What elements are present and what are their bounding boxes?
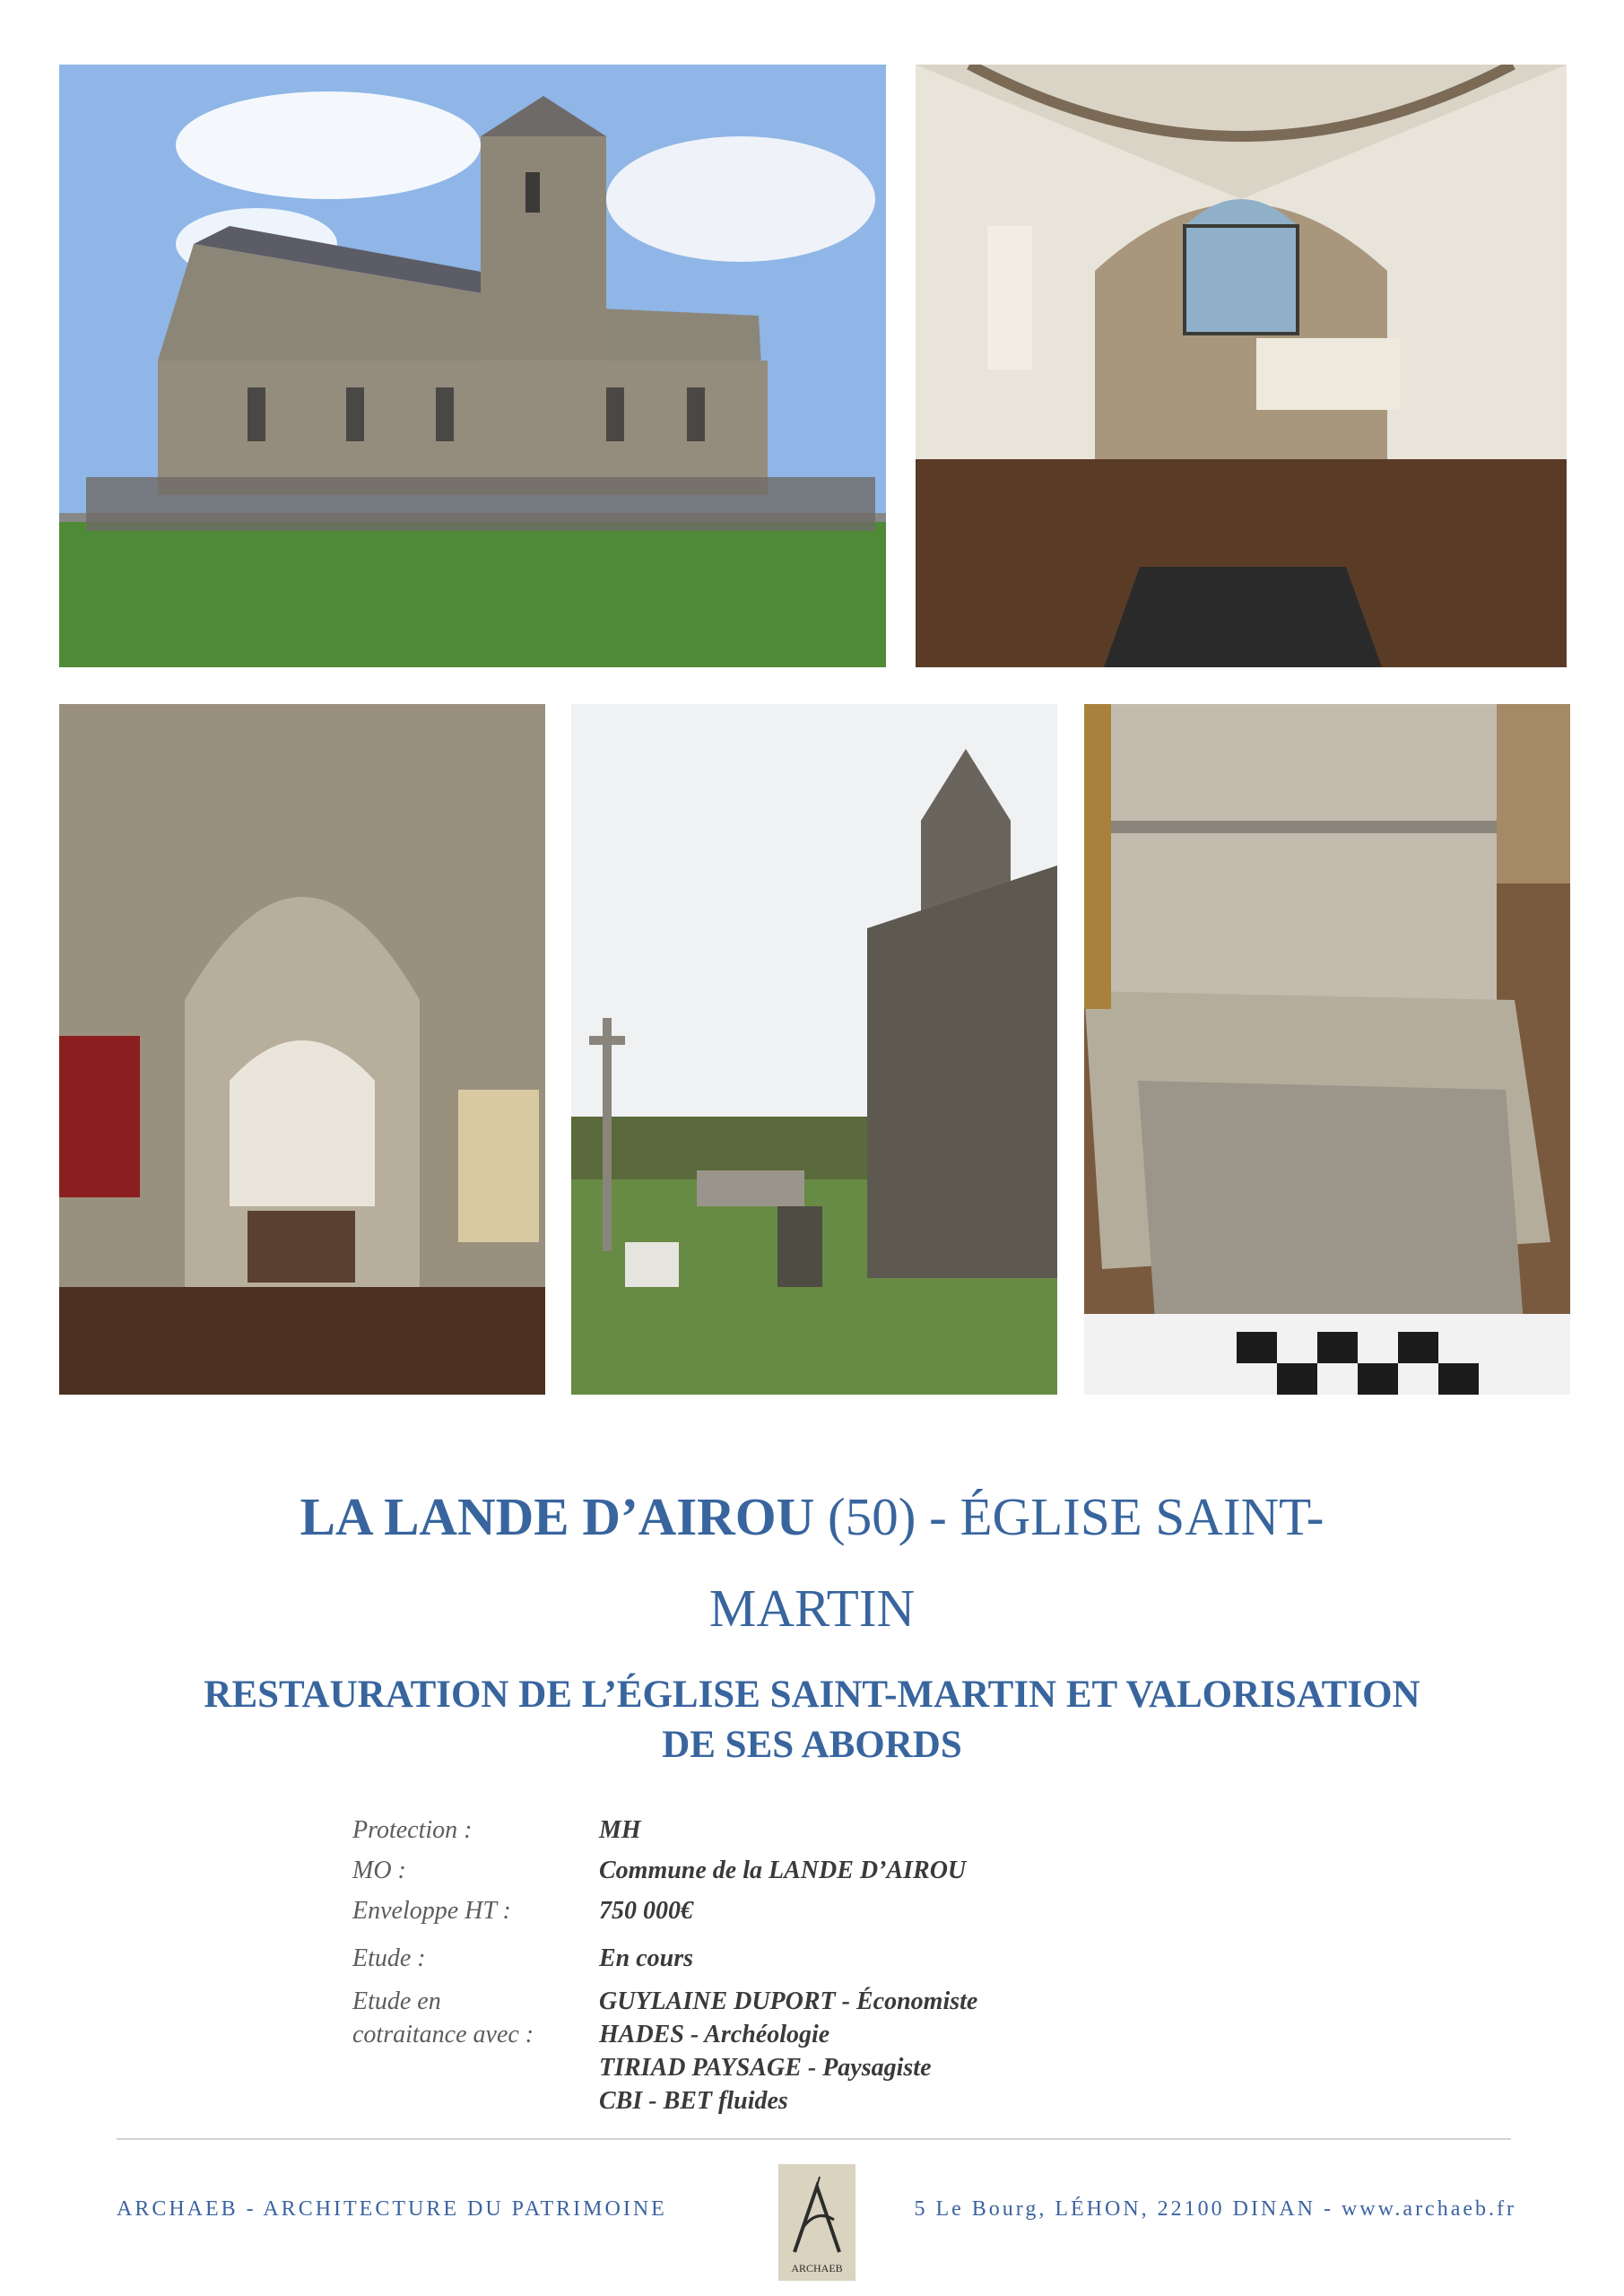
title-place: LA LANDE D’AIROU bbox=[300, 1487, 815, 1546]
partner-item: HADES - Archéologie bbox=[599, 2021, 830, 2048]
logo-text: ARCHAEB bbox=[791, 2262, 843, 2274]
partner-item: TIRIAD PAYSAGE - Paysagiste bbox=[599, 2054, 932, 2082]
church-choir-photo bbox=[916, 65, 1567, 667]
info-label-etude: Etude : bbox=[352, 1944, 426, 1972]
info-value-mo: Commune de la LANDE D’AIROU bbox=[599, 1857, 967, 1884]
title-church: (50) - ÉGLISE SAINT- bbox=[814, 1487, 1324, 1546]
church-exterior-photo bbox=[59, 65, 886, 667]
page-title bbox=[0, 1471, 1624, 1654]
partner-item: GUYLAINE DUPORT - Économiste bbox=[599, 1987, 978, 2015]
info-value-etude: En cours bbox=[599, 1944, 694, 1972]
footer-company: ARCHAEB - ARCHITECTURE DU PATRIMOINE bbox=[117, 2197, 667, 2221]
footer-address: 5 Le Bourg, LÉHON, 22100 DINAN - www.archaeb.fr bbox=[914, 2197, 1516, 2221]
partner-list bbox=[599, 1985, 977, 2118]
info-value-enveloppe: 750 000€ bbox=[599, 1897, 693, 1925]
partner-item: CBI - BET fluides bbox=[599, 2087, 788, 2115]
info-value-protection: MH bbox=[599, 1816, 641, 1844]
info-label-cotraitance-line1: Etude en bbox=[352, 1987, 441, 2015]
subtitle-line1: RESTAURATION DE L’ÉGLISE SAINT-MARTIN ET VALORISATION bbox=[204, 1674, 1420, 1716]
title-line2: MARTIN bbox=[708, 1578, 916, 1638]
project-subtitle bbox=[0, 1670, 1624, 1770]
church-nave-photo bbox=[59, 704, 545, 1395]
archaeb-logo bbox=[778, 2164, 855, 2281]
churchyard-photo bbox=[571, 704, 1057, 1395]
pillar-base-photo bbox=[1084, 704, 1570, 1395]
info-label-protection: Protection : bbox=[352, 1816, 473, 1844]
info-label-cotraitance-line2: cotraitance avec : bbox=[352, 2021, 534, 2048]
subtitle-line2: DE SES ABORDS bbox=[662, 1724, 962, 1766]
info-label-cotraitance bbox=[352, 1985, 534, 2051]
footer-divider bbox=[117, 2138, 1511, 2140]
info-label-enveloppe: Enveloppe HT : bbox=[352, 1897, 511, 1925]
info-label-mo: MO : bbox=[352, 1857, 406, 1884]
